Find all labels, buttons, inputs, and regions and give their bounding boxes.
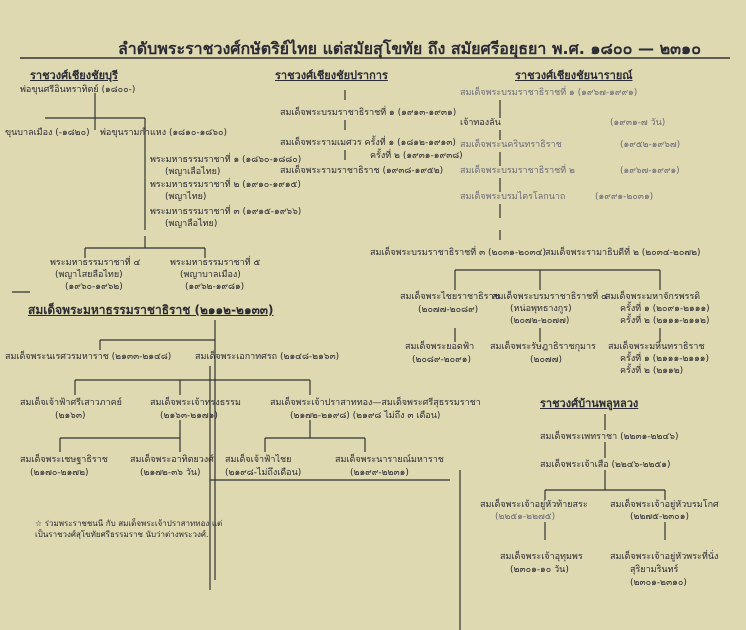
king-thammaracha-5-name: (พญาบาลเมือง) [180,270,241,280]
king-sua: สมเด็จพระเจ้าเสือ (๒๒๔๖-๒๒๕๑) [540,460,671,470]
king-yot-fa: สมเด็จพระยอดฟ้า [405,342,475,352]
king-borommarachathirat-2: สมเด็จพระบรมราชาธิราชที่ ๒ [460,166,575,176]
dynasty-heading-sukhothai: ราชวงศ์เชียงชัยบุรี [30,69,118,82]
king-ramathibodi-2: สมเด็จพระรามาธิบดีที่ ๒ (๒๐๓๔-๒๐๗๒) [545,248,701,258]
king-sri-inthrathit: พ่อขุนศรีอินทราทิตย์ (๑๘๐๐-) [20,85,136,95]
king-songtham-date: (๒๑๖๓-๒๑๗๑) [160,411,218,421]
king-ramracha: สมเด็จพระรามราชาธิราช (๑๙๓๘-๑๙๕๒) [280,166,444,176]
king-chettha-date: (๒๑๗๐-๒๑๗๒) [30,468,89,478]
king-thai-sa: สมเด็จพระเจ้าอยู่หัวท้ายสระ [480,500,588,510]
dynasty-heading-suphannaphum: ราชวงศ์เชียงชัยปราการ [275,69,388,82]
king-thammaracha-2: พระมหาธรรมราชาที่ ๒ (๑๙๑๐-๑๙๑๕) [150,180,301,190]
king-maha-chakkraphat-2: ครั้งที่ ๒ (๒๑๑๑-๒๑๑๒) [620,316,710,326]
king-si-saowaphak-date: (๒๑๖๓) [55,411,86,421]
king-maha-chakkraphat: สมเด็จพระมหาจักรพรรดิ [605,292,701,302]
king-borommarachathirat-4: สมเด็จพระบรมราชาธิราชที่ ๔ [492,292,608,302]
king-thong-lan: เจ้าทองลัน [460,118,501,128]
king-borommarachathirat-4-date: (๒๐๗๒-๒๐๗๗) [510,316,570,326]
king-suriyamarin-name: สุริยามรินทร์ [630,565,679,575]
king-thammaracha-1: พระมหาธรรมราชาที่ ๑ (๑๘๖๐-๑๘๘๐) [150,155,302,165]
king-yot-fa-date: (๒๐๘๙-๒๐๙๑) [412,355,471,365]
king-uthumphon-date: (๒๓๐๑-๑๐ วัน) [510,565,569,575]
king-uthumphon: สมเด็จพระเจ้าอุทุมพร [500,552,583,562]
king-narai: สมเด็จพระนารายณ์มหาราช [335,455,444,465]
king-borommarachathirat-1: สมเด็จพระบรมราชาธิราชที่ ๑ (๑๙๑๓-๑๙๓๑) [280,108,457,118]
king-chai: สมเด็จเจ้าฟ้าไชย [225,455,292,465]
king-mahinthrathirat: สมเด็จพระมหินทราธิราช [608,342,705,352]
dynasty-heading-thammaracha: สมเด็จพระมหาธรรมราชาธิราช (๒๑๑๒-๒๑๓๓) [28,303,274,317]
king-thammaracha-5-date: (๑๙๖๒-๑๙๘๑) [185,282,245,292]
king-ramkhamhaeng: พ่อขุนรามกำแหง (๑๘๑๐-๑๘๖๐) [100,128,227,138]
dynasty-heading-middle: ราชวงศ์เชียงชัยนารายณ์ [515,69,633,82]
king-phetracha: สมเด็จพระเพทราชา (๒๒๓๑-๒๒๔๖) [540,432,679,442]
king-prasat-thong-date: (๒๑๗๒-๒๑๙๘) (๒๑๙๘ ไม่ถึง ๓ เดือน) [290,411,441,421]
king-thammaracha-4-date: (๑๙๖๐-๑๙๖๒) [65,282,123,292]
king-nakharinthrathirat-date: (๑๙๕๒-๑๙๖๗) [620,140,681,150]
king-thammaracha-3-name: (พญาลือไทย) [165,219,218,229]
king-nakharinthrathirat: สมเด็จพระนครินทราธิราช [460,140,562,150]
king-thai-sa-date: (๒๒๕๑-๒๒๗๕) [495,512,556,522]
king-trailokanat-date: (๑๙๙๑-๒๐๓๑) [595,192,654,202]
king-thammaracha-4: พระมหาธรรมราชาที่ ๔ [50,258,141,268]
dynasty-heading-ban-phlu-luang: ราชวงศ์บ้านพลูหลวง [540,397,639,410]
king-chettha: สมเด็จพระเชษฐาธิราช [20,455,108,465]
king-maha-chakkraphat-1: ครั้งที่ ๑ (๒๐๙๑-๒๑๑๑) [620,304,710,314]
king-narai-date: (๒๑๙๙-๒๒๓๑) [350,468,409,478]
king-trailokanat: สมเด็จพระบรมไตรโลกนาถ [460,192,566,202]
king-mahinthrathirat-1: ครั้งที่ ๑ (๒๑๑๑-๒๑๑๑) [620,354,710,364]
king-thammaracha-3: พระมหาธรรมราชาที่ ๓ (๑๙๑๕-๑๙๖๖) [150,207,302,217]
king-chai-date: (๒๑๙๘-ไม่ถึงเดือน) [225,468,302,478]
king-mahinthrathirat-2: ครั้งที่ ๒ (๒๑๑๒) [620,366,684,376]
king-ratsada: สมเด็จพระรัษฎาธิราชกุมาร [490,342,596,352]
king-suriyamarin-date: (๒๓๐๑-๒๓๑๐) [630,578,687,588]
king-thammaracha-4-name: (พญาไสยลือไทย) [55,270,123,280]
king-k1: สมเด็จพระบรมราชาธิราชที่ ๑ (๑๙๖๗-๑๙๙๑) [460,88,638,98]
king-thammaracha-2-name: (พญาไทย) [165,192,207,202]
king-ramesuan: สมเด็จพระรามเมศวร ครั้งที่ ๑ (๑๘๑๒-๑๙๑๓) [280,138,456,148]
king-ekathotsarot: สมเด็จพระเอกาทศรถ (๒๑๔๘-๒๑๖๓) [195,352,340,362]
king-prasat-thong: สมเด็จพระเจ้าปราสาททอง—สมเด็จพระศรีสุธรรมราชา [270,398,481,408]
king-boromakot-date: (๒๒๗๕-๒๓๐๑) [630,512,690,522]
king-borommarachathirat-3: สมเด็จพระบรมราชาธิราชที่ ๓ (๒๐๓๑-๒๐๓๔) [370,248,546,258]
page-title: ลำดับพระราชวงศ์กษัตริย์ไทย แต่สมัยสุโขทัย ถึง สมัยศรีอยุธยา พ.ศ. ๑๘๐๐ — ๒๓๑๐ [118,39,701,58]
king-borommarachathirat-2-date: (๑๙๖๗-๑๙๙๑) [620,166,680,176]
king-thammaracha-5: พระมหาธรรมราชาที่ ๕ [170,258,261,268]
king-thong-lan-date: (๑๙๓๑-๗ วัน) [610,118,666,128]
king-borommarachathirat-4-name: (หน่อพุทธางกูร) [510,304,572,314]
king-athittayawong-date: (๒๑๗๒-๓๖ วัน) [140,468,201,478]
king-athittayawong: สมเด็จพระอาทิตยวงศ์ [130,455,214,465]
king-thammaracha-1-name: (พญาเลือไทย) [165,167,221,177]
king-ramesuan-2: ครั้งที่ ๒ (๑๙๓๑-๑๙๓๘) [370,151,463,161]
king-ban-mueang: ขุนบาลเมือง (-๑๘๒๐) [5,128,90,138]
king-chairachathirat-date: (๒๐๗๗-๒๐๘๙) [418,305,479,315]
king-chairachathirat: สมเด็จพระไชยราชาธิราช [400,292,500,302]
king-ratsada-date: (๒๐๗๗) [530,355,562,365]
king-boromakot: สมเด็จพระเจ้าอยู่หัวบรมโกศ [610,500,719,510]
king-suriyamarin: สมเด็จพระเจ้าอยู่หัวพระที่นั่ง [610,552,719,562]
king-si-saowaphak: สมเด็จเจ้าฟ้าศรีเสาวภาคย์ [20,398,122,408]
king-songtham: สมเด็จพระเจ้าทรงธรรม [150,398,241,408]
king-naresuan: สมเด็จพระนเรศวรมหาราช (๒๑๓๓-๒๑๔๘) [5,352,172,362]
footnote: ☆ ร่วมพระราชชนนี กับ สมเด็จพระเจ้าปราสาททอง แต่เป็นราชวงศ์สุโขทัยศรีธรรมราช นับว่าต่างพระวงศ์. [35,519,223,539]
